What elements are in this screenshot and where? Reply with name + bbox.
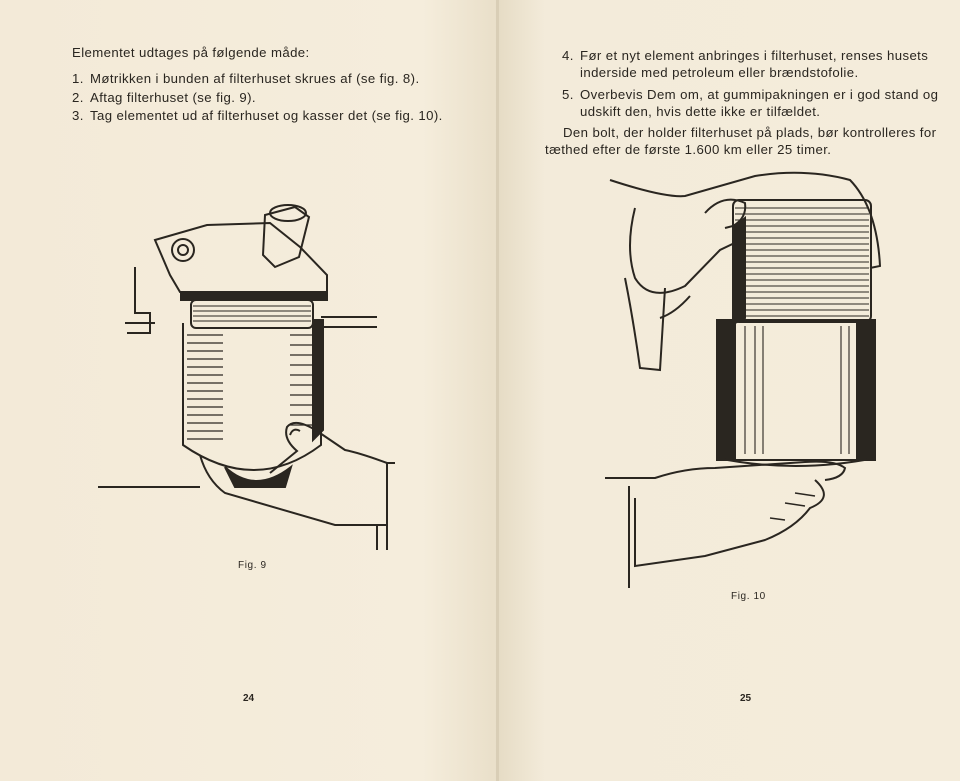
right-steps-list xyxy=(562,47,946,125)
step-text: Tag elementet ud af filterhuset og kasser det (se fig. 10). xyxy=(90,108,443,123)
list-item xyxy=(72,70,443,89)
step-number: 5. xyxy=(562,87,574,102)
left-steps-list xyxy=(72,70,443,126)
step-text: Aftag filterhuset (se fig. 9). xyxy=(90,89,256,105)
fig9-illustration xyxy=(95,195,395,555)
step-number: 1. xyxy=(72,71,84,86)
list-item xyxy=(562,47,946,81)
step-text: Før et nyt element anbringes i filterhuset, renses husets inderside med petroleum eller brændstofolie. xyxy=(580,48,929,80)
intro-text: Elementet udtages på følgende måde: xyxy=(72,45,310,60)
bolt-paragraph: Den bolt, der holder filterhuset på plads, bør kontrolleres for tæthed efter de første 1.600 km eller 25 timer. xyxy=(545,125,937,157)
step-number: 3. xyxy=(72,108,84,123)
fig9-caption: Fig. 9 xyxy=(238,560,267,571)
list-item xyxy=(562,86,946,120)
step-number: 4. xyxy=(562,48,574,63)
list-item xyxy=(72,89,443,108)
page-number-right: 25 xyxy=(740,693,752,704)
step-number: 2. xyxy=(72,89,84,105)
page-number-left: 24 xyxy=(243,693,255,704)
step-text: Møtrikken i bunden af filterhuset skrues af (se fig. 8). xyxy=(90,71,420,86)
fig10-caption: Fig. 10 xyxy=(731,591,766,602)
list-item xyxy=(72,107,443,126)
fig10-illustration xyxy=(605,168,895,588)
step-text: Overbevis Dem om, at gummipakningen er i god stand og udskift den, hvis dette ikke er tilfældet. xyxy=(580,87,939,119)
